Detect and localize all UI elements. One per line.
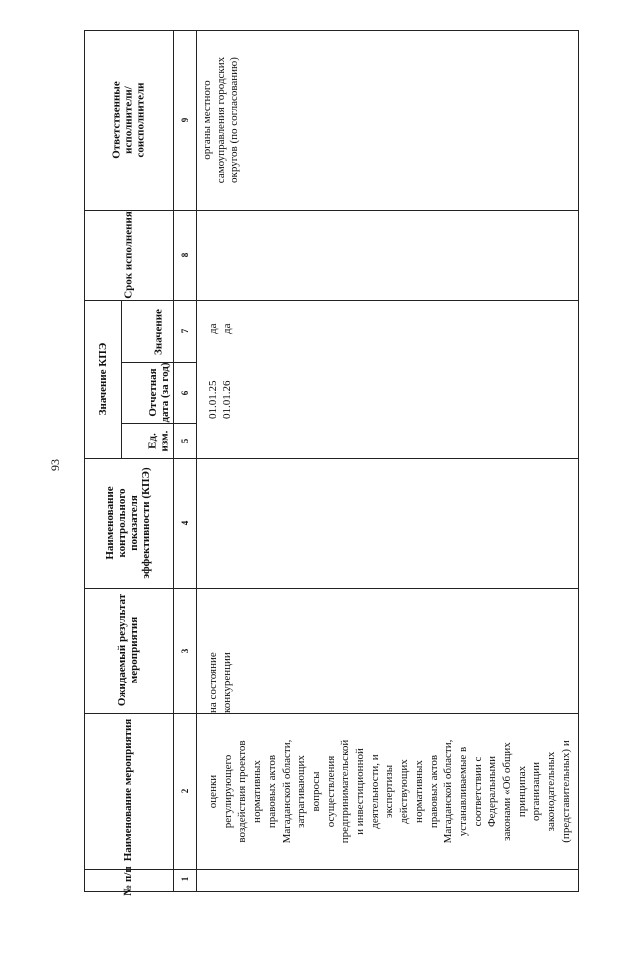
colnum-8: 8 <box>180 252 190 258</box>
responsible-lines <box>201 32 251 208</box>
event-name-line: соответствии с <box>471 756 484 827</box>
header-deadline: Срок исполнения <box>122 211 135 299</box>
header-expected-result: Ожидаемый результат мероприятия <box>116 593 140 707</box>
colnum-2: 2 <box>180 788 190 794</box>
event-name-line: деятельности, и <box>368 754 381 829</box>
responsible-line: самоуправления городских <box>214 56 227 184</box>
event-name-line: нормативных <box>412 760 425 823</box>
event-name-line: нормативных <box>251 760 264 823</box>
header-value: Значение <box>152 309 165 355</box>
header-bottom-line <box>173 30 174 892</box>
colnum-6: 6 <box>180 390 190 396</box>
header-kpe-group: Значение КПЭ <box>97 342 109 416</box>
header-kpe-name: Наименование контрольного показателя эффективности (КПЭ) <box>104 467 152 579</box>
header-event-name: Наименование мероприятия <box>122 718 134 862</box>
event-name-line: организации <box>530 761 543 822</box>
sep-9-8 <box>84 210 578 211</box>
kpe-sub-line <box>121 300 122 458</box>
event-name-line: Магаданской области, <box>442 739 455 844</box>
event-name-line: Федеральными <box>486 755 499 828</box>
kpe-values <box>206 272 256 362</box>
report-date: 01.01.26 <box>221 380 233 419</box>
kpe-value: да <box>221 323 233 334</box>
colnum-1: 1 <box>180 876 190 882</box>
event-name-line: (представительных) и <box>559 740 572 843</box>
header-report-date: Отчетная дата (за год) <box>146 362 171 423</box>
header-unit: Ед. изм. <box>146 430 171 452</box>
event-name-lines <box>206 714 578 869</box>
sep-4-3 <box>84 588 578 589</box>
event-name-line: законодательных <box>545 751 558 832</box>
event-name-line: правовых актов <box>265 754 278 829</box>
event-name-line: осуществления <box>324 755 337 828</box>
event-name-line: и инвестиционной <box>354 748 367 835</box>
event-name-line: предпринимательской <box>339 739 352 844</box>
event-name-line: принципах <box>515 765 528 818</box>
event-name-line: регулирующего <box>221 754 234 829</box>
responsible-line: округов (по согласованию) <box>228 57 240 183</box>
kpe-value: да <box>207 323 219 334</box>
event-name-line: затрагивающих <box>295 755 308 828</box>
colnum-5: 5 <box>180 438 190 444</box>
responsible-line: органы местного <box>201 80 213 160</box>
colnum-bottom-line <box>196 30 197 892</box>
event-name-line: оценки <box>207 774 219 809</box>
expected-result-line: на состояние <box>207 652 219 713</box>
colnum-4: 4 <box>180 520 190 526</box>
colnum-3: 3 <box>180 648 190 654</box>
header-responsible: Ответственные исполнители/ соисполнители <box>110 81 147 159</box>
event-name-line: устанавливаемые в <box>456 746 469 837</box>
page-number: 93 <box>48 459 62 471</box>
expected-result-line: конкуренции <box>221 652 233 713</box>
table-border-top <box>84 30 578 31</box>
event-name-line: действующих <box>398 759 411 824</box>
table-border-left <box>84 30 85 892</box>
event-name-line: вопросы <box>309 771 322 812</box>
colnum-7: 7 <box>180 328 190 334</box>
colnum-9: 9 <box>180 117 190 123</box>
event-name-line: экспертизы <box>383 764 396 819</box>
header-number: № п/п <box>122 866 134 896</box>
expected-result-lines <box>206 588 246 713</box>
event-name-line: правовых актов <box>427 754 440 829</box>
report-date: 01.01.25 <box>207 380 219 419</box>
event-name-line: Магаданской области, <box>280 739 293 844</box>
event-name-line: воздействия проектов <box>236 740 249 843</box>
event-name-line: законами «Об общих <box>501 742 514 841</box>
report-dates <box>206 358 256 423</box>
